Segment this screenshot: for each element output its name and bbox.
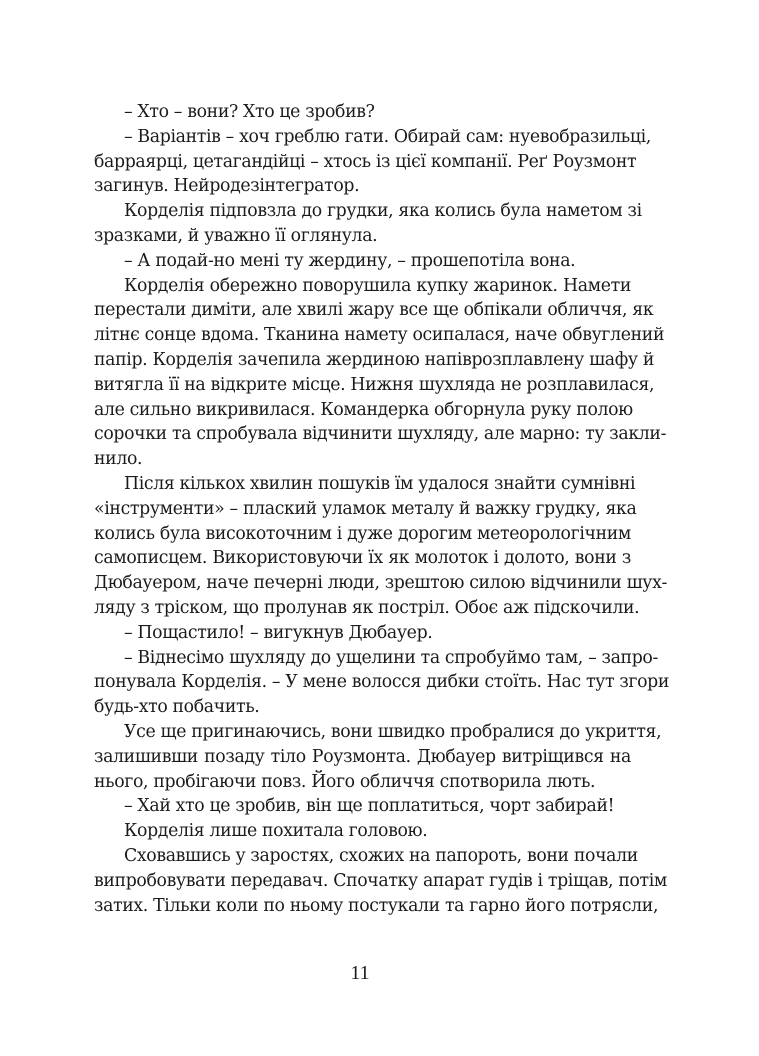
- text-line: Після кількох хвилин пошуків їм удалося знайти сумнівні: [124, 473, 636, 494]
- text-line: папір. Корделія зачепила жердиною напіврозплавлену шафу й: [94, 349, 655, 370]
- text-line: нього, пробігаючи повз. Його обличчя спотворила лють.: [94, 771, 596, 792]
- text-line: колись була високоточним і дуже дорогим метеорологічним: [94, 523, 631, 544]
- text-line: сорочки та спробувала відчинити шухляду, але марно: ту закли-: [94, 424, 667, 445]
- text-line: перестали диміти, але хвилі жару все ще обпікали обличчя, як: [94, 300, 654, 321]
- text-line: – Пощастило! – вигукнув Дюбауер.: [124, 622, 433, 643]
- text-line: Дюбауером, наче печерні люди, зрештою силою відчинили шух-: [94, 573, 668, 594]
- text-line: самописцем. Використовуючи їх як молоток і долото, вони з: [94, 548, 631, 569]
- text-line: Сховавшись у заростях, схожих на папороть, вони почали: [124, 845, 638, 866]
- text-line: будь-хто побачить.: [94, 697, 260, 718]
- text-line: затих. Тільки коли по ньому постукали та гарно його потрясли,: [94, 895, 659, 916]
- text-line: – Варіантів – хоч греблю гати. Обирай сам: нуевобразильці,: [124, 126, 651, 147]
- text-line: загинув. Нейродезінтегратор.: [94, 176, 360, 197]
- text-line: але сильно викривилася. Командерка обгорнула руку полою: [94, 399, 633, 420]
- text-line: – Хто – вони? Хто це зробив?: [124, 102, 375, 122]
- text-line: витягла її на відкрите місце. Нижня шухляда не розплавилася,: [94, 374, 655, 395]
- body-text: [94, 100, 670, 918]
- text-line: літнє сонце вдома. Тканина намету осипалася, наче обвуглений: [94, 325, 665, 346]
- text-line: ляду з тріском, що пролунав як постріл. Обоє аж підскочили.: [94, 597, 640, 618]
- text-line: понувала Корделія. – У мене волосся дибки стоїть. Нас тут згори: [94, 672, 670, 693]
- text-line: – Хай хто це зробив, він ще поплатиться, чорт забирай!: [124, 796, 615, 817]
- text-line: випробовувати передавач. Спочатку апарат гудів і тріщав, потім: [94, 870, 668, 891]
- text-line: залишивши позаду тіло Роузмонта. Дюбауер витріщився на: [94, 746, 631, 767]
- text-line: барраярці, цетагандійці – хтось із цієї компанії. Реґ Роузмонт: [94, 151, 637, 172]
- text-line: «інструменти» – плаский уламок металу й важку грудку, яка: [94, 498, 637, 519]
- text-line: зразками, й уважно її оглянула.: [94, 225, 378, 246]
- text-line: – А подай-но мені ту жердину, – прошепотіла вона.: [124, 250, 576, 271]
- text-line: Корделія обережно поворушила купку жаринок. Намети: [124, 275, 631, 296]
- text-line: нило.: [94, 449, 143, 470]
- text-line: – Віднесімо шухляду до ущелини та спробуймо там, – запро-: [124, 647, 658, 668]
- text-line: Усе ще пригинаючись, вони швидко пробралися до укриття,: [124, 721, 662, 742]
- text-line: Корделія підповзла до грудки, яка колись була наметом зі: [124, 201, 642, 222]
- page-number: 11: [350, 962, 370, 984]
- text-line: Корделія лише похитала головою.: [124, 821, 428, 842]
